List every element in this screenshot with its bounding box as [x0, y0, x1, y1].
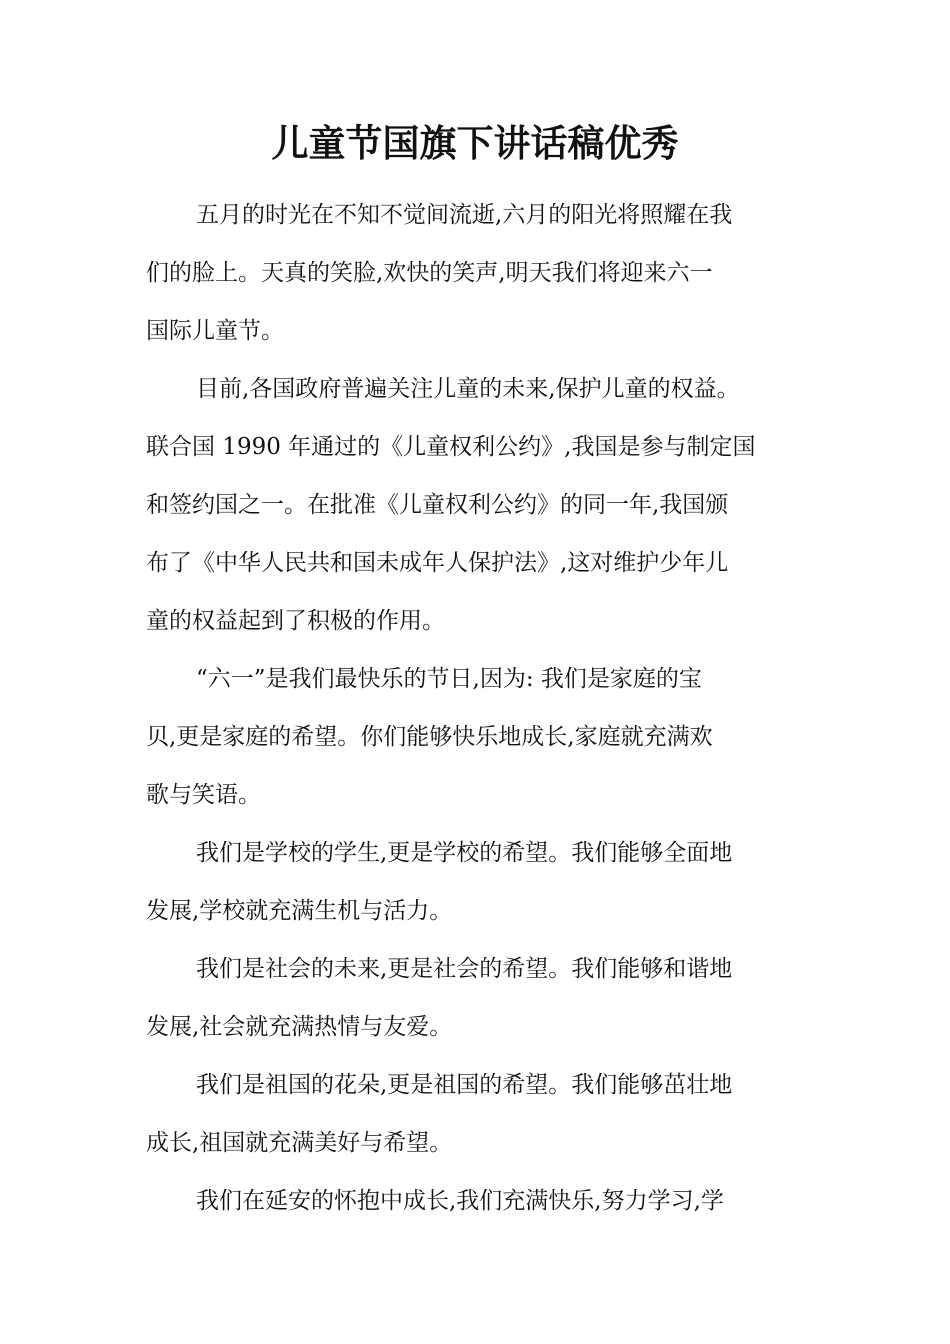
paragraph-line: 发展,社会就充满热情与友爱。: [146, 1014, 453, 1040]
paragraph-line: 童的权益起到了积极的作用。: [146, 608, 445, 634]
paragraph-2: [146, 370, 812, 660]
paragraph-line: 联合国 1990 年通过的《儿童权利公约》,我国是参与制定国: [146, 434, 756, 460]
paragraph-line: 贝,更是家庭的希望。你们能够快乐地成长,家庭就充满欢: [146, 724, 713, 750]
paragraph-line: 国际儿童节。: [146, 318, 284, 344]
paragraph-line: 发展,学校就充满生机与活力。: [146, 898, 453, 924]
document-body: [146, 196, 812, 1240]
paragraph-line: 我们是社会的未来,更是社会的希望。我们能够和谐地: [196, 956, 733, 982]
paragraph-line: 们的脸上。天真的笑脸,欢快的笑声,明天我们将迎来六一: [146, 260, 713, 286]
paragraph-line: 我们是祖国的花朵,更是祖国的希望。我们能够茁壮地: [196, 1072, 733, 1098]
paragraph-6: [146, 1066, 812, 1182]
paragraph-3: [146, 660, 812, 834]
paragraph-line: 我们在延安的怀抱中成长,我们充满快乐,努力学习,学: [196, 1188, 724, 1214]
paragraph-7: [146, 1182, 812, 1240]
paragraph-line: 和签约国之一。在批准《儿童权利公约》的同一年,我国颁: [146, 492, 729, 518]
paragraph-1: [146, 196, 812, 370]
paragraph-line: 布了《中华人民共和国未成年人保护法》,这对维护少年儿: [146, 550, 729, 576]
paragraph-line: 我们是学校的学生,更是学校的希望。我们能够全面地: [196, 840, 733, 866]
paragraph-line: 五月的时光在不知不觉间流逝,六月的阳光将照耀在我: [196, 202, 733, 228]
paragraph-line: “六一”是我们最快乐的节日,因为: 我们是家庭的宝: [196, 666, 702, 692]
document-title: 儿童节国旗下讲话稿优秀: [271, 122, 679, 165]
paragraph-line: 目前,各国政府普遍关注儿童的未来,保护儿童的权益。: [196, 376, 740, 402]
paragraph-line: 歌与笑语。: [146, 782, 261, 808]
paragraph-4: [146, 834, 812, 950]
paragraph-5: [146, 950, 812, 1066]
paragraph-line: 成长,祖国就充满美好与希望。: [146, 1130, 453, 1156]
